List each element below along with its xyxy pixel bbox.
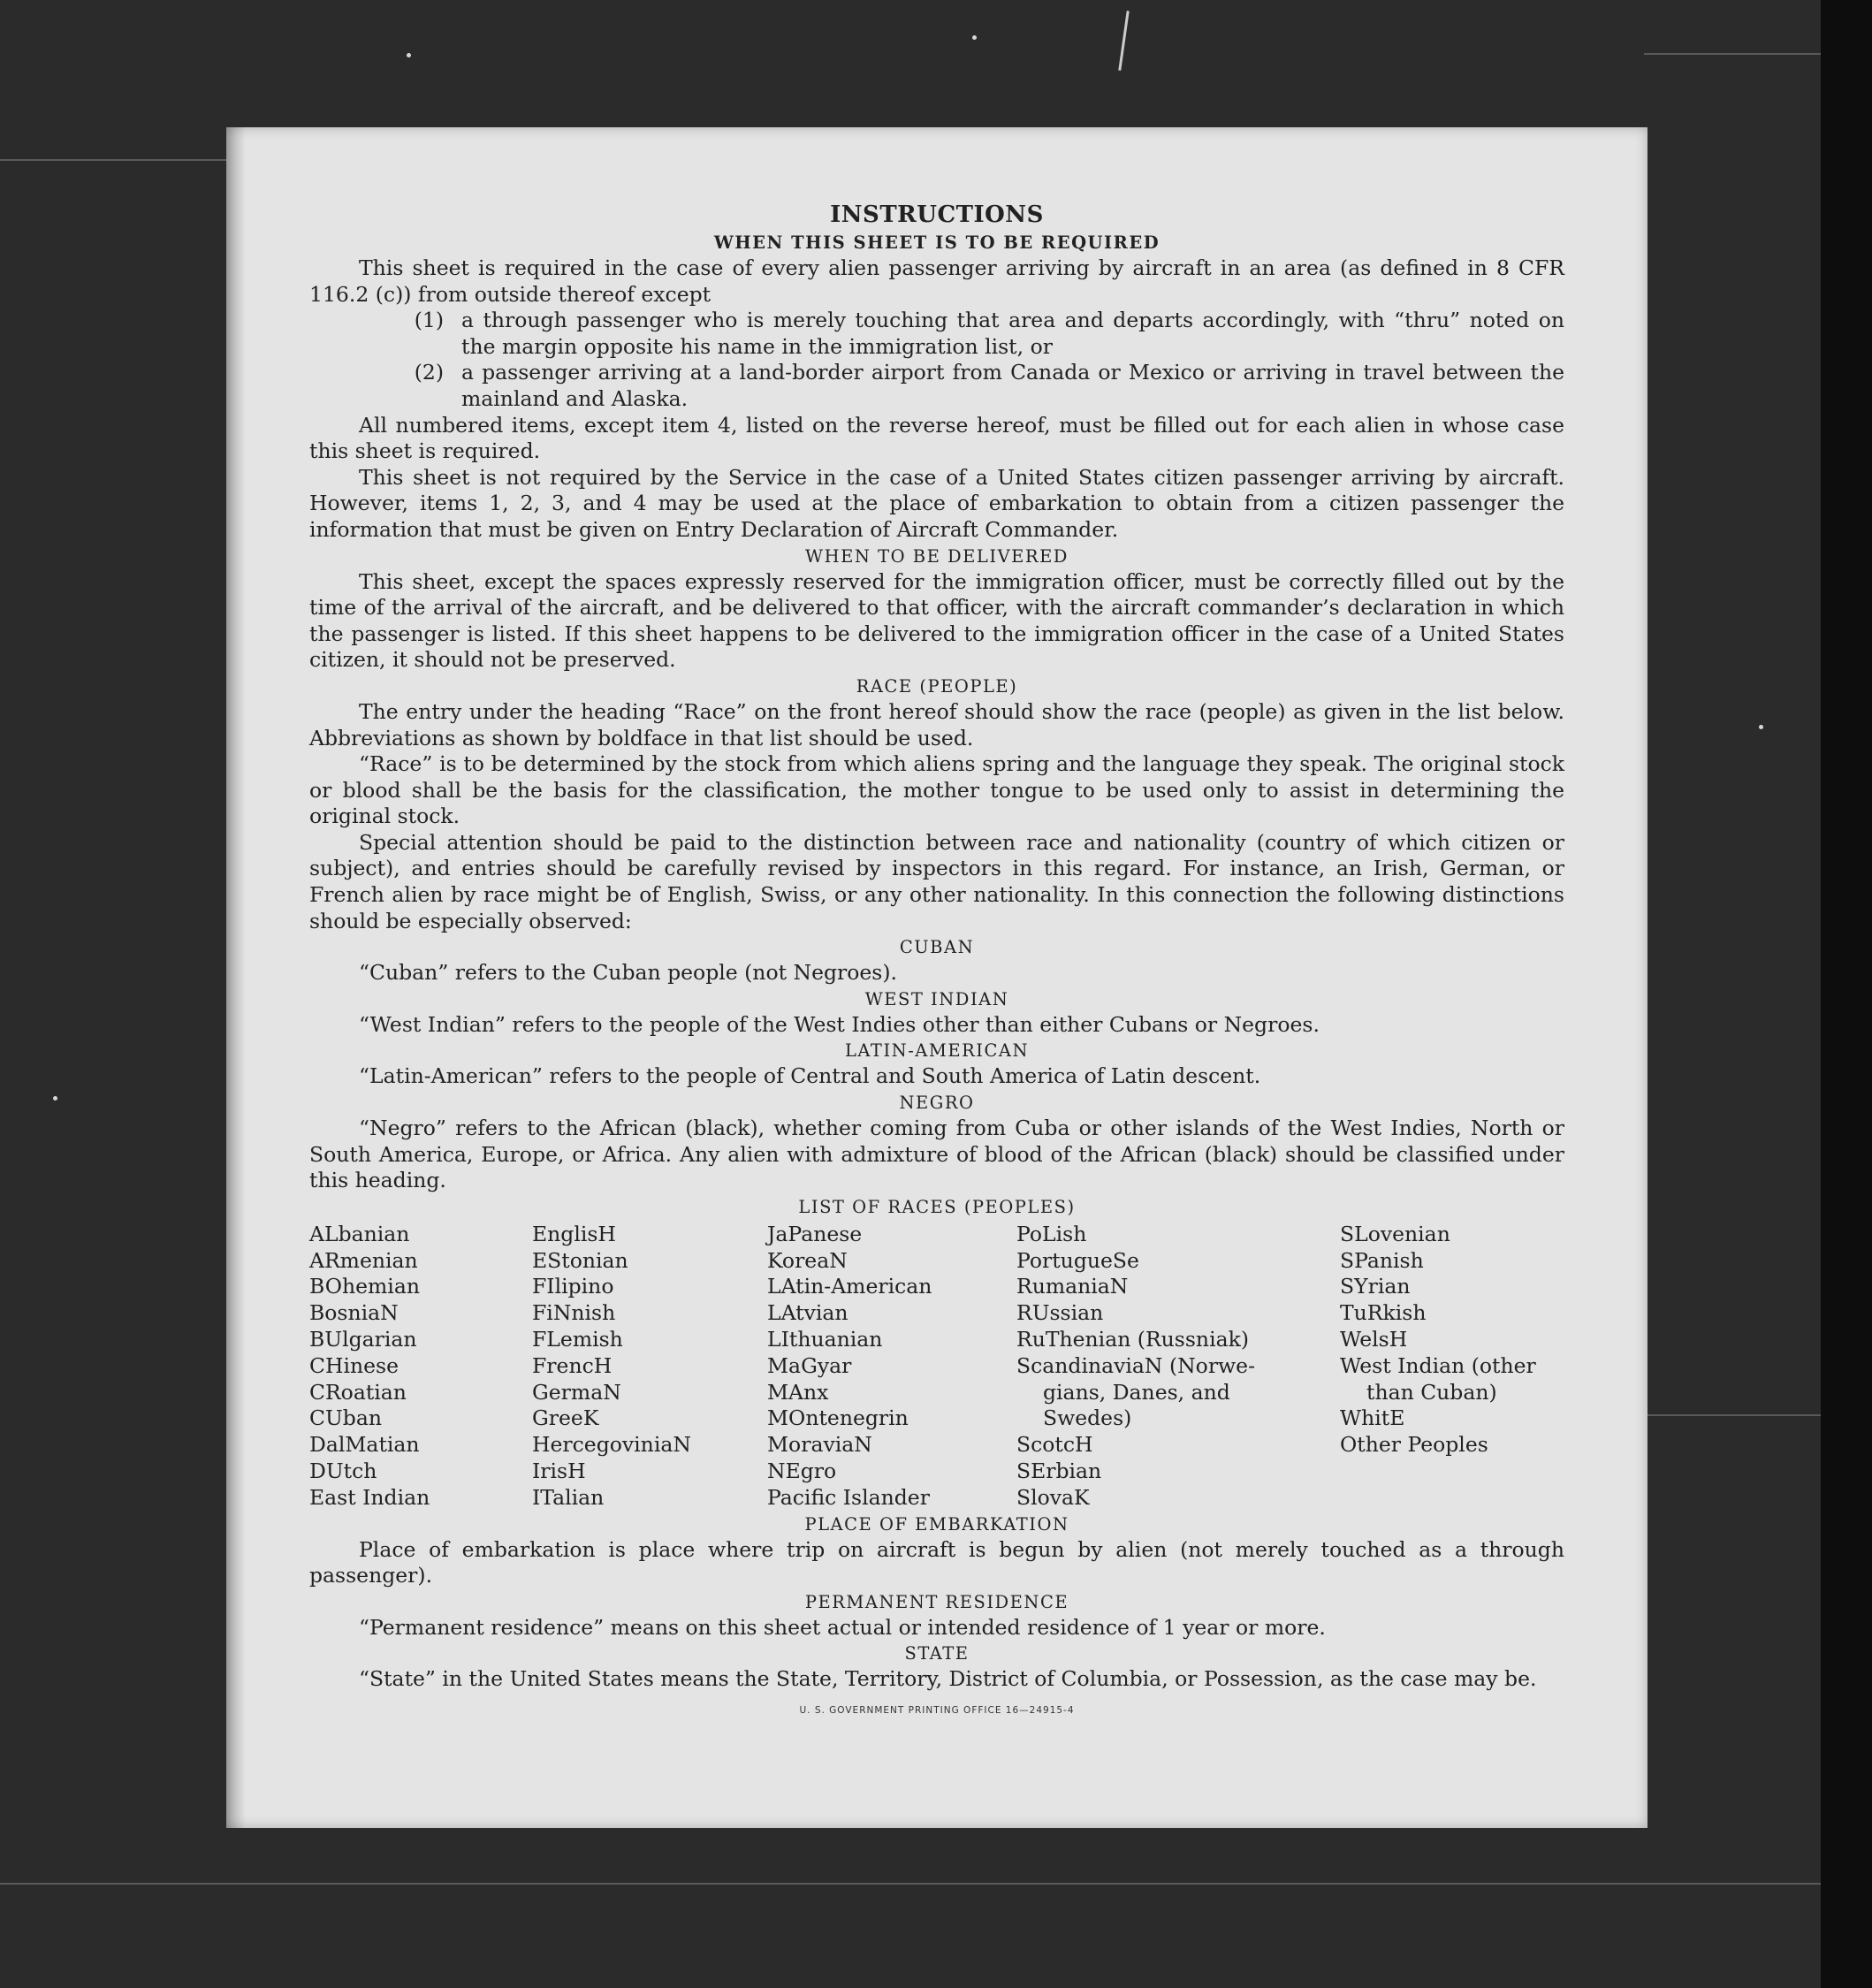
race-entry: MaGyar <box>767 1352 852 1378</box>
embarkation-definition: Place of embarkation is place where trip on aircraft is begun by alien (not merely touched as a through passenger). <box>309 1536 1564 1588</box>
race-entry: Pacific Islander <box>767 1484 930 1510</box>
races-table <box>309 1222 1564 1512</box>
race-entry: BosniaN <box>309 1300 399 1326</box>
race-entry: WelsH <box>1340 1327 1408 1352</box>
race-entry: GermaN <box>532 1379 621 1405</box>
race-entry: ScotcH <box>1016 1432 1093 1458</box>
required-paragraph-2: All numbered items, except item 4, listed on the reverse hereof, must be filled out for each alien in whose case this sheet is required. <box>309 412 1564 464</box>
exception-item <box>309 308 1564 360</box>
race-entry: GreeK <box>532 1405 599 1431</box>
race-entry: SlovaK <box>1016 1484 1090 1510</box>
heading-list-of-races: LIST OF RACES (PEOPLES) <box>798 1196 1076 1217</box>
race-entry: ARmenian <box>309 1247 418 1273</box>
race-entry: LAtin-American <box>767 1274 932 1299</box>
race-entry-continuation: gians, Danes, and <box>1043 1379 1230 1405</box>
heading-negro: NEGRO <box>899 1093 975 1114</box>
scan-line <box>1644 53 1821 55</box>
exception-number: (2) <box>414 360 444 385</box>
race-entry: SErbian <box>1016 1458 1102 1483</box>
heading-required: WHEN THIS SHEET IS TO BE REQUIRED <box>713 232 1160 253</box>
race-entry: RumaniaN <box>1016 1274 1129 1299</box>
race-entry: HercegoviniaN <box>532 1432 691 1458</box>
page-shadow <box>226 127 246 1828</box>
dust-speck <box>407 53 411 57</box>
exception-text: a through passenger who is merely touching that area and departs accordingly, with “thru” noted on the margin opposite his name in the immigration list, or <box>461 308 1564 359</box>
race-entry: RuThenian (Russniak) <box>1016 1327 1249 1352</box>
race-paragraph-3: Special attention should be paid to the distinction between race and nationality (country of which citizen or subject), and entries should be carefully revised by inspectors in this regard. For instance, an Irish, German, or French alien by race might be of English, Swiss, or any other nationality. In this connection the following distinctions should be especially observed: <box>309 829 1564 933</box>
west-indian-definition: “West Indian” refers to the people of the West Indies other than either Cubans or Negroes. <box>359 1011 1320 1037</box>
race-entry: DUtch <box>309 1458 377 1483</box>
race-entry: EnglisH <box>532 1221 616 1246</box>
instructions-text <box>309 200 1564 1725</box>
race-entry: ScandinaviaN (Norwe- <box>1016 1352 1256 1378</box>
heading-embarkation: PLACE OF EMBARKATION <box>804 1513 1069 1535</box>
race-entry: MOntenegrin <box>767 1405 909 1431</box>
race-entry: EStonian <box>532 1247 628 1273</box>
race-entry: LIthuanian <box>767 1327 883 1352</box>
heading-latin-american: LATIN-AMERICAN <box>844 1040 1030 1062</box>
races-column <box>767 1222 1016 1512</box>
race-entry: CUban <box>309 1405 382 1431</box>
latin-american-definition: “Latin-American” refers to the people of Central and South America of Latin descent. <box>359 1063 1261 1089</box>
exception-text: a passenger arriving at a land-border airport from Canada or Mexico or arriving in travel between the mainland and Alaska. <box>461 360 1564 411</box>
race-entry: FIlipino <box>532 1274 614 1299</box>
race-entry: WhitE <box>1340 1405 1405 1431</box>
required-paragraph-3: This sheet is not required by the Service in the case of a United States citizen passenger arriving by aircraft. However, items 1, 2, 3, and 4 may be used at the place of embarkation to obtain from a citizen passenger the information that must be given on Entry Declaration of Aircraft Commander. <box>309 464 1564 542</box>
race-entry: JaPanese <box>767 1221 863 1246</box>
scan-line <box>0 1883 1821 1885</box>
race-entry: BUlgarian <box>309 1327 417 1352</box>
state-definition: “State” in the United States means the State, Territory, District of Columbia, or Possession, as the case may be. <box>359 1666 1537 1692</box>
races-column <box>1340 1222 1564 1512</box>
race-entry: West Indian (other <box>1340 1352 1536 1378</box>
printing-office-footer: U. S. GOVERNMENT PRINTING OFFICE 16—24915-4 <box>799 1704 1075 1716</box>
race-entry: MoraviaN <box>767 1432 872 1458</box>
race-entry: DalMatian <box>309 1432 420 1458</box>
cuban-definition: “Cuban” refers to the Cuban people (not Negroes). <box>359 960 898 986</box>
required-paragraph-1: This sheet is required in the case of every alien passenger arriving by aircraft in an area (as defined in 8 CFR 116.2 (c)) from outside thereof except <box>309 255 1564 307</box>
race-entry: KoreaN <box>767 1247 848 1273</box>
race-entry: FiNnish <box>532 1300 616 1326</box>
heading-cuban: CUBAN <box>899 937 975 958</box>
race-paragraph-1: The entry under the heading “Race” on the front hereof should show the race (people) as given in the list below. Abbreviations as shown by boldface in that list should be used. <box>309 698 1564 750</box>
race-entry: MAnx <box>767 1379 829 1405</box>
race-entry: BOhemian <box>309 1274 420 1299</box>
race-entry: CHinese <box>309 1352 399 1378</box>
document-page <box>226 127 1648 1828</box>
scan-edge-strip <box>1821 0 1872 1988</box>
heading-race: RACE (PEOPLE) <box>856 675 1018 697</box>
races-column <box>1016 1222 1340 1512</box>
race-entry: PoLish <box>1016 1221 1087 1246</box>
races-column <box>532 1222 767 1512</box>
race-entry-continuation: Swedes) <box>1043 1405 1132 1431</box>
race-entry: Other Peoples <box>1340 1432 1488 1458</box>
race-entry: FrencH <box>532 1352 613 1378</box>
residence-definition: “Permanent residence” means on this sheet actual or intended residence of 1 year or more. <box>359 1614 1326 1640</box>
race-entry: CRoatian <box>309 1379 407 1405</box>
dust-speck <box>53 1096 57 1101</box>
scan-line <box>1648 1414 1821 1416</box>
race-entry: RUssian <box>1016 1300 1104 1326</box>
race-paragraph-2: “Race” is to be determined by the stock from which aliens spring and the language they speak. The original stock or blood shall be the basis for the classification, the mother tongue to be used only to assist in determining the original stock. <box>309 751 1564 829</box>
page-title: INSTRUCTIONS <box>830 202 1044 228</box>
heading-permanent-residence: PERMANENT RESIDENCE <box>804 1591 1069 1612</box>
race-entry: FLemish <box>532 1327 623 1352</box>
dust-speck <box>972 35 977 40</box>
negro-definition: “Negro” refers to the African (black), whether coming from Cuba or other islands of the West Indies, North or South America, Europe, or Africa. Any alien with admixture of blood of the African (black) should be classified under this heading. <box>309 1116 1564 1193</box>
race-entry: SPanish <box>1340 1247 1424 1273</box>
race-entry: SLovenian <box>1340 1221 1450 1246</box>
heading-west-indian: WEST INDIAN <box>864 988 1009 1009</box>
exception-number: (1) <box>414 308 444 333</box>
race-entry: ALbanian <box>309 1221 410 1246</box>
exception-item <box>309 360 1564 412</box>
dust-speck <box>1759 725 1763 729</box>
heading-delivered: WHEN TO BE DELIVERED <box>805 545 1069 567</box>
race-entry: NEgro <box>767 1458 837 1483</box>
scan-line <box>0 159 226 161</box>
heading-state: STATE <box>904 1643 970 1664</box>
race-entry: PortugueSe <box>1016 1247 1139 1273</box>
race-entry: ITalian <box>532 1484 605 1510</box>
race-entry: IrisH <box>532 1458 586 1483</box>
races-column <box>309 1222 532 1512</box>
race-entry: TuRkish <box>1340 1300 1427 1326</box>
race-entry: LAtvian <box>767 1300 848 1326</box>
race-entry: East Indian <box>309 1484 430 1510</box>
race-entry-continuation: than Cuban) <box>1366 1379 1497 1405</box>
race-entry: SYrian <box>1340 1274 1411 1299</box>
delivered-paragraph: This sheet, except the spaces expressly reserved for the immigration officer, must be correctly filled out by the time of the arrival of the aircraft, and be delivered to that officer, with the aircraft commander’s declaration in which the passenger is listed. If this sheet happens to be delivered to the immigration officer in the case of a United States citizen, it should not be preserved. <box>309 568 1564 673</box>
